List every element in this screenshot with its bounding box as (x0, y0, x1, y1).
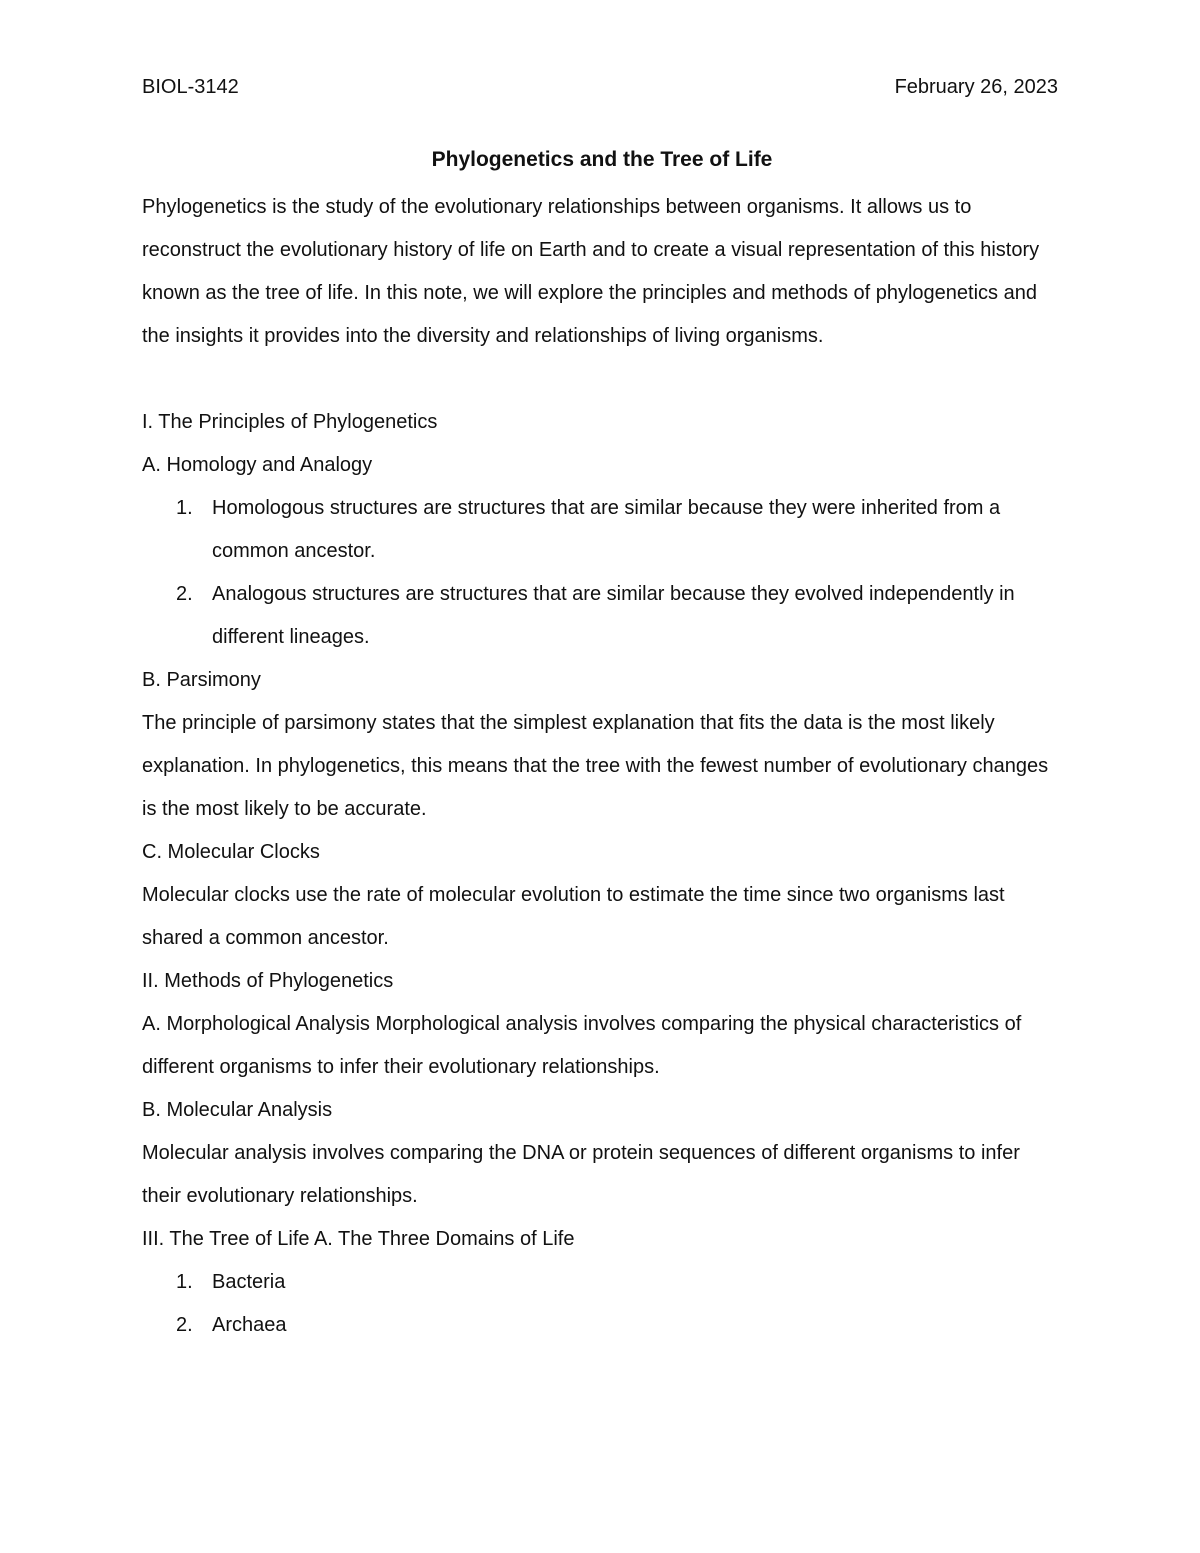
molecular-clocks-paragraph: Molecular clocks use the rate of molecular evolution to estimate the time since two organisms last shared a common ancestor. (142, 884, 1005, 949)
document-body (142, 142, 1062, 1347)
blank-line (142, 358, 1062, 401)
list-item (142, 573, 1062, 659)
section-2b-heading: B. Molecular Analysis (142, 1099, 333, 1121)
list-number: 2. (176, 1314, 193, 1336)
list-item (142, 487, 1062, 573)
list-item-text: Homologous structures are structures that are similar because they were inherited from a common ancestor. (212, 497, 1001, 562)
document-title: Phylogenetics and the Tree of Life (431, 148, 773, 171)
parsimony-paragraph: The principle of parsimony states that the simplest explanation that fits the data is the most likely explanation. In phylogenetics, this means that the tree with the fewest number of evolutionary changes is the most likely to be accurate. (142, 712, 1049, 820)
list-number: 2. (176, 583, 193, 605)
section-1c-heading: C. Molecular Clocks (142, 841, 320, 863)
list-item (142, 1261, 1062, 1304)
section-1-heading: I. The Principles of Phylogenetics (142, 411, 438, 433)
section-2-heading: II. Methods of Phylogenetics (142, 970, 394, 992)
list-item-text: Archaea (212, 1314, 287, 1336)
intro-paragraph: Phylogenetics is the study of the evolutionary relationships between organisms. It allows us to reconstruct the evolutionary history of life on Earth and to create a visual representation of this history known as the tree of life. In this note, we will explore the principles and methods of phylogenetics and the insights it provides into the diversity and relationships of living organisms. (142, 196, 1040, 347)
section-1b-heading: B. Parsimony (142, 669, 261, 691)
document-date: February 26, 2023 (894, 76, 1058, 98)
list-number: 1. (176, 497, 193, 519)
domains-list (142, 1261, 1062, 1347)
molecular-analysis-paragraph: Molecular analysis involves comparing the DNA or protein sequences of different organisms to infer their evolutionary relationships. (142, 1142, 1020, 1207)
section-1a-heading: A. Homology and Analogy (142, 454, 373, 476)
page-header (142, 72, 1058, 102)
homology-list (142, 487, 1062, 659)
morphological-analysis-paragraph: A. Morphological Analysis Morphological analysis involves comparing the physical characteristics of different organisms to infer their evolutionary relationships. (142, 1013, 1022, 1078)
course-code: BIOL-3142 (142, 76, 239, 98)
section-3-heading: III. The Tree of Life A. The Three Domains of Life (142, 1228, 575, 1250)
list-number: 1. (176, 1271, 193, 1293)
list-item (142, 1304, 1062, 1347)
list-item-text: Analogous structures are structures that are similar because they evolved independently in different lineages. (212, 583, 1015, 648)
list-item-text: Bacteria (212, 1271, 286, 1293)
